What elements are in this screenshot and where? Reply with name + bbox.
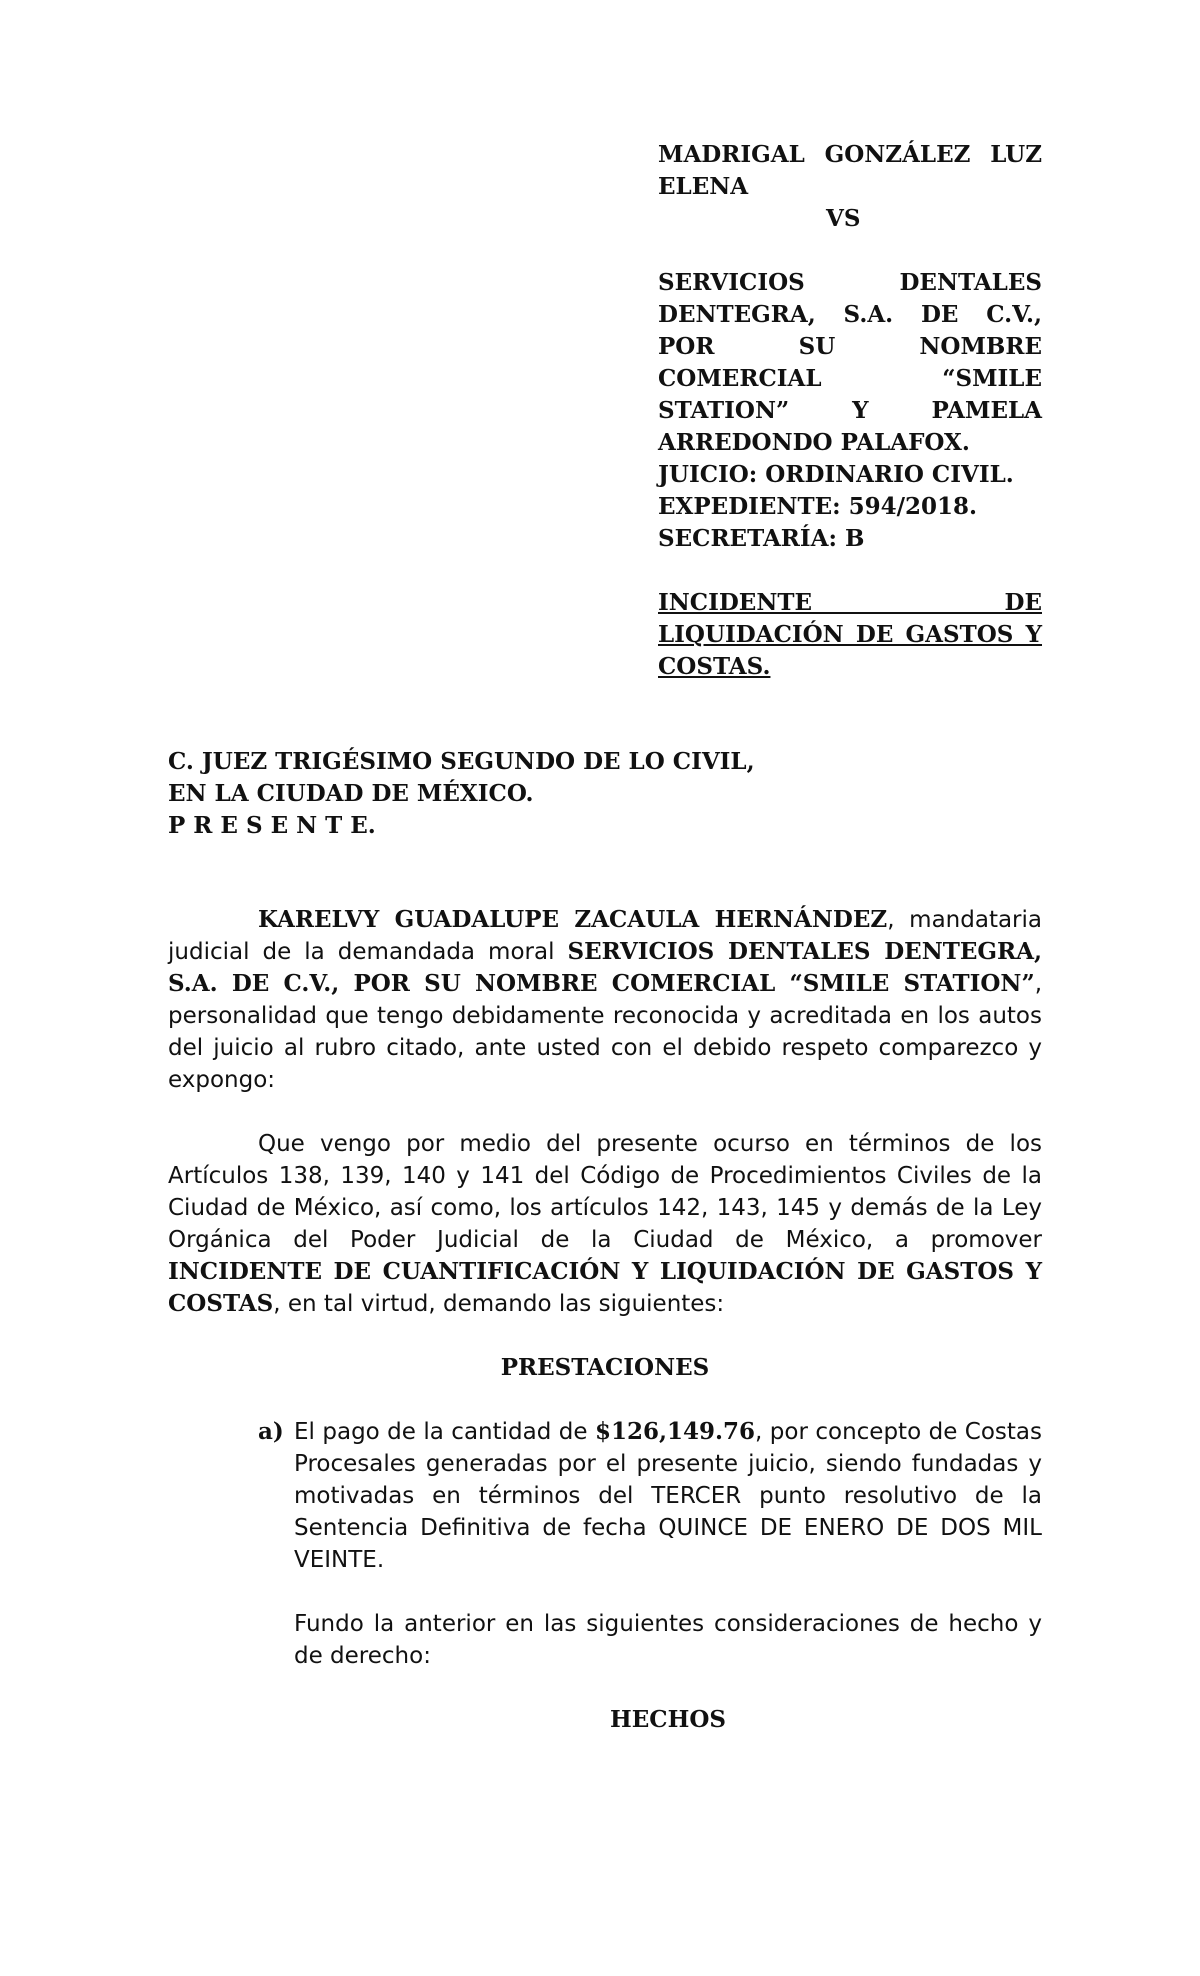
representative-name: KARELVY GUADALUPE ZACAULA HERNÁNDEZ [258, 906, 888, 933]
addressee-block [168, 746, 868, 842]
addressee-city: EN LA CIUDAD DE MÉXICO. [168, 780, 534, 807]
incidente-title-line: INCIDENTE DE [658, 589, 1042, 616]
versus-label: VS [826, 205, 861, 232]
juicio-line: JUICIO: ORDINARIO CIVIL. [658, 461, 1014, 488]
company-name: SERVICIOS DENTALES DENTEGRA, S.A. DE C.V., POR SU NOMBRE COMERCIAL “SMILE STATION” [168, 938, 1042, 997]
defendant-line: ARREDONDO PALAFOX. [658, 429, 970, 456]
defendant-line: COMERCIAL “SMILE [658, 365, 1042, 392]
document-body [168, 904, 1042, 1736]
hechos-heading: HECHOS [610, 1706, 726, 1733]
prestacion-item-a: a) El pago de la cantidad de $126,149.76, por concepto de Costas Procesales generadas por el presente juicio, siendo fundadas y motivadas en términos del TERCER punto resolutivo de la Sentencia Definitiva de fecha QUINCE DE ENERO DE DOS MIL VEINTE. [258, 1418, 1042, 1573]
addressee-presente: P R E S E N T E. [168, 812, 376, 839]
incidente-name: INCIDENTE DE CUANTIFICACIÓN Y LIQUIDACIÓN DE GASTOS Y COSTAS [168, 1258, 1042, 1317]
addressee-judge: C. JUEZ TRIGÉSIMO SEGUNDO DE LO CIVIL, [168, 748, 755, 775]
defendant-line: POR SU NOMBRE [658, 333, 1042, 360]
incidente-title-line: COSTAS. [658, 653, 771, 680]
defendant-line: STATION” Y PAMELA [658, 397, 1042, 424]
item-label: a) [258, 1418, 284, 1445]
case-caption [658, 139, 1042, 683]
plaintiff-name-line-2: ELENA [658, 173, 749, 200]
fundo-paragraph: Fundo la anterior en las siguientes consideraciones de hecho y de derecho: [294, 1611, 1042, 1669]
defendant-line: SERVICIOS DENTALES [658, 269, 1042, 296]
costs-amount: $126,149.76 [594, 1418, 756, 1445]
plaintiff-name-line-1: MADRIGAL GONZÁLEZ LUZ [658, 141, 1042, 168]
intro-paragraph: KARELVY GUADALUPE ZACAULA HERNÁNDEZ, mandataria judicial de la demandada moral SERVICIOS DENTALES DENTEGRA, S.A. DE C.V., POR SU NOMBRE COMERCIAL “SMILE STATION”, personalidad que tengo debidamente reconocida y acreditada en los autos del juicio al rubro citado, ante usted con el debido respeto comparezco y expongo: [168, 906, 1042, 1093]
incidente-title-line: LIQUIDACIÓN DE GASTOS Y [658, 621, 1042, 648]
expediente-line: EXPEDIENTE: 594/2018. [658, 493, 978, 520]
defendant-line: DENTEGRA, S.A. DE C.V., [658, 301, 1042, 328]
prestaciones-heading: PRESTACIONES [500, 1354, 710, 1381]
secretaria-line: SECRETARÍA: B [658, 525, 865, 552]
promotion-paragraph: Que vengo por medio del presente ocurso en términos de los Artículos 138, 139, 140 y 141 del Código de Procedimientos Civiles de la Ciudad de México, así como, los artículos 142, 143, 145 y demás de la Ley Orgánica del Poder Judicial de la Ciudad de México, a promover INCIDENTE DE CUANTIFICACIÓN Y LIQUIDACIÓN DE GASTOS Y COSTAS, en tal virtud, demando las siguientes: [168, 1131, 1042, 1317]
